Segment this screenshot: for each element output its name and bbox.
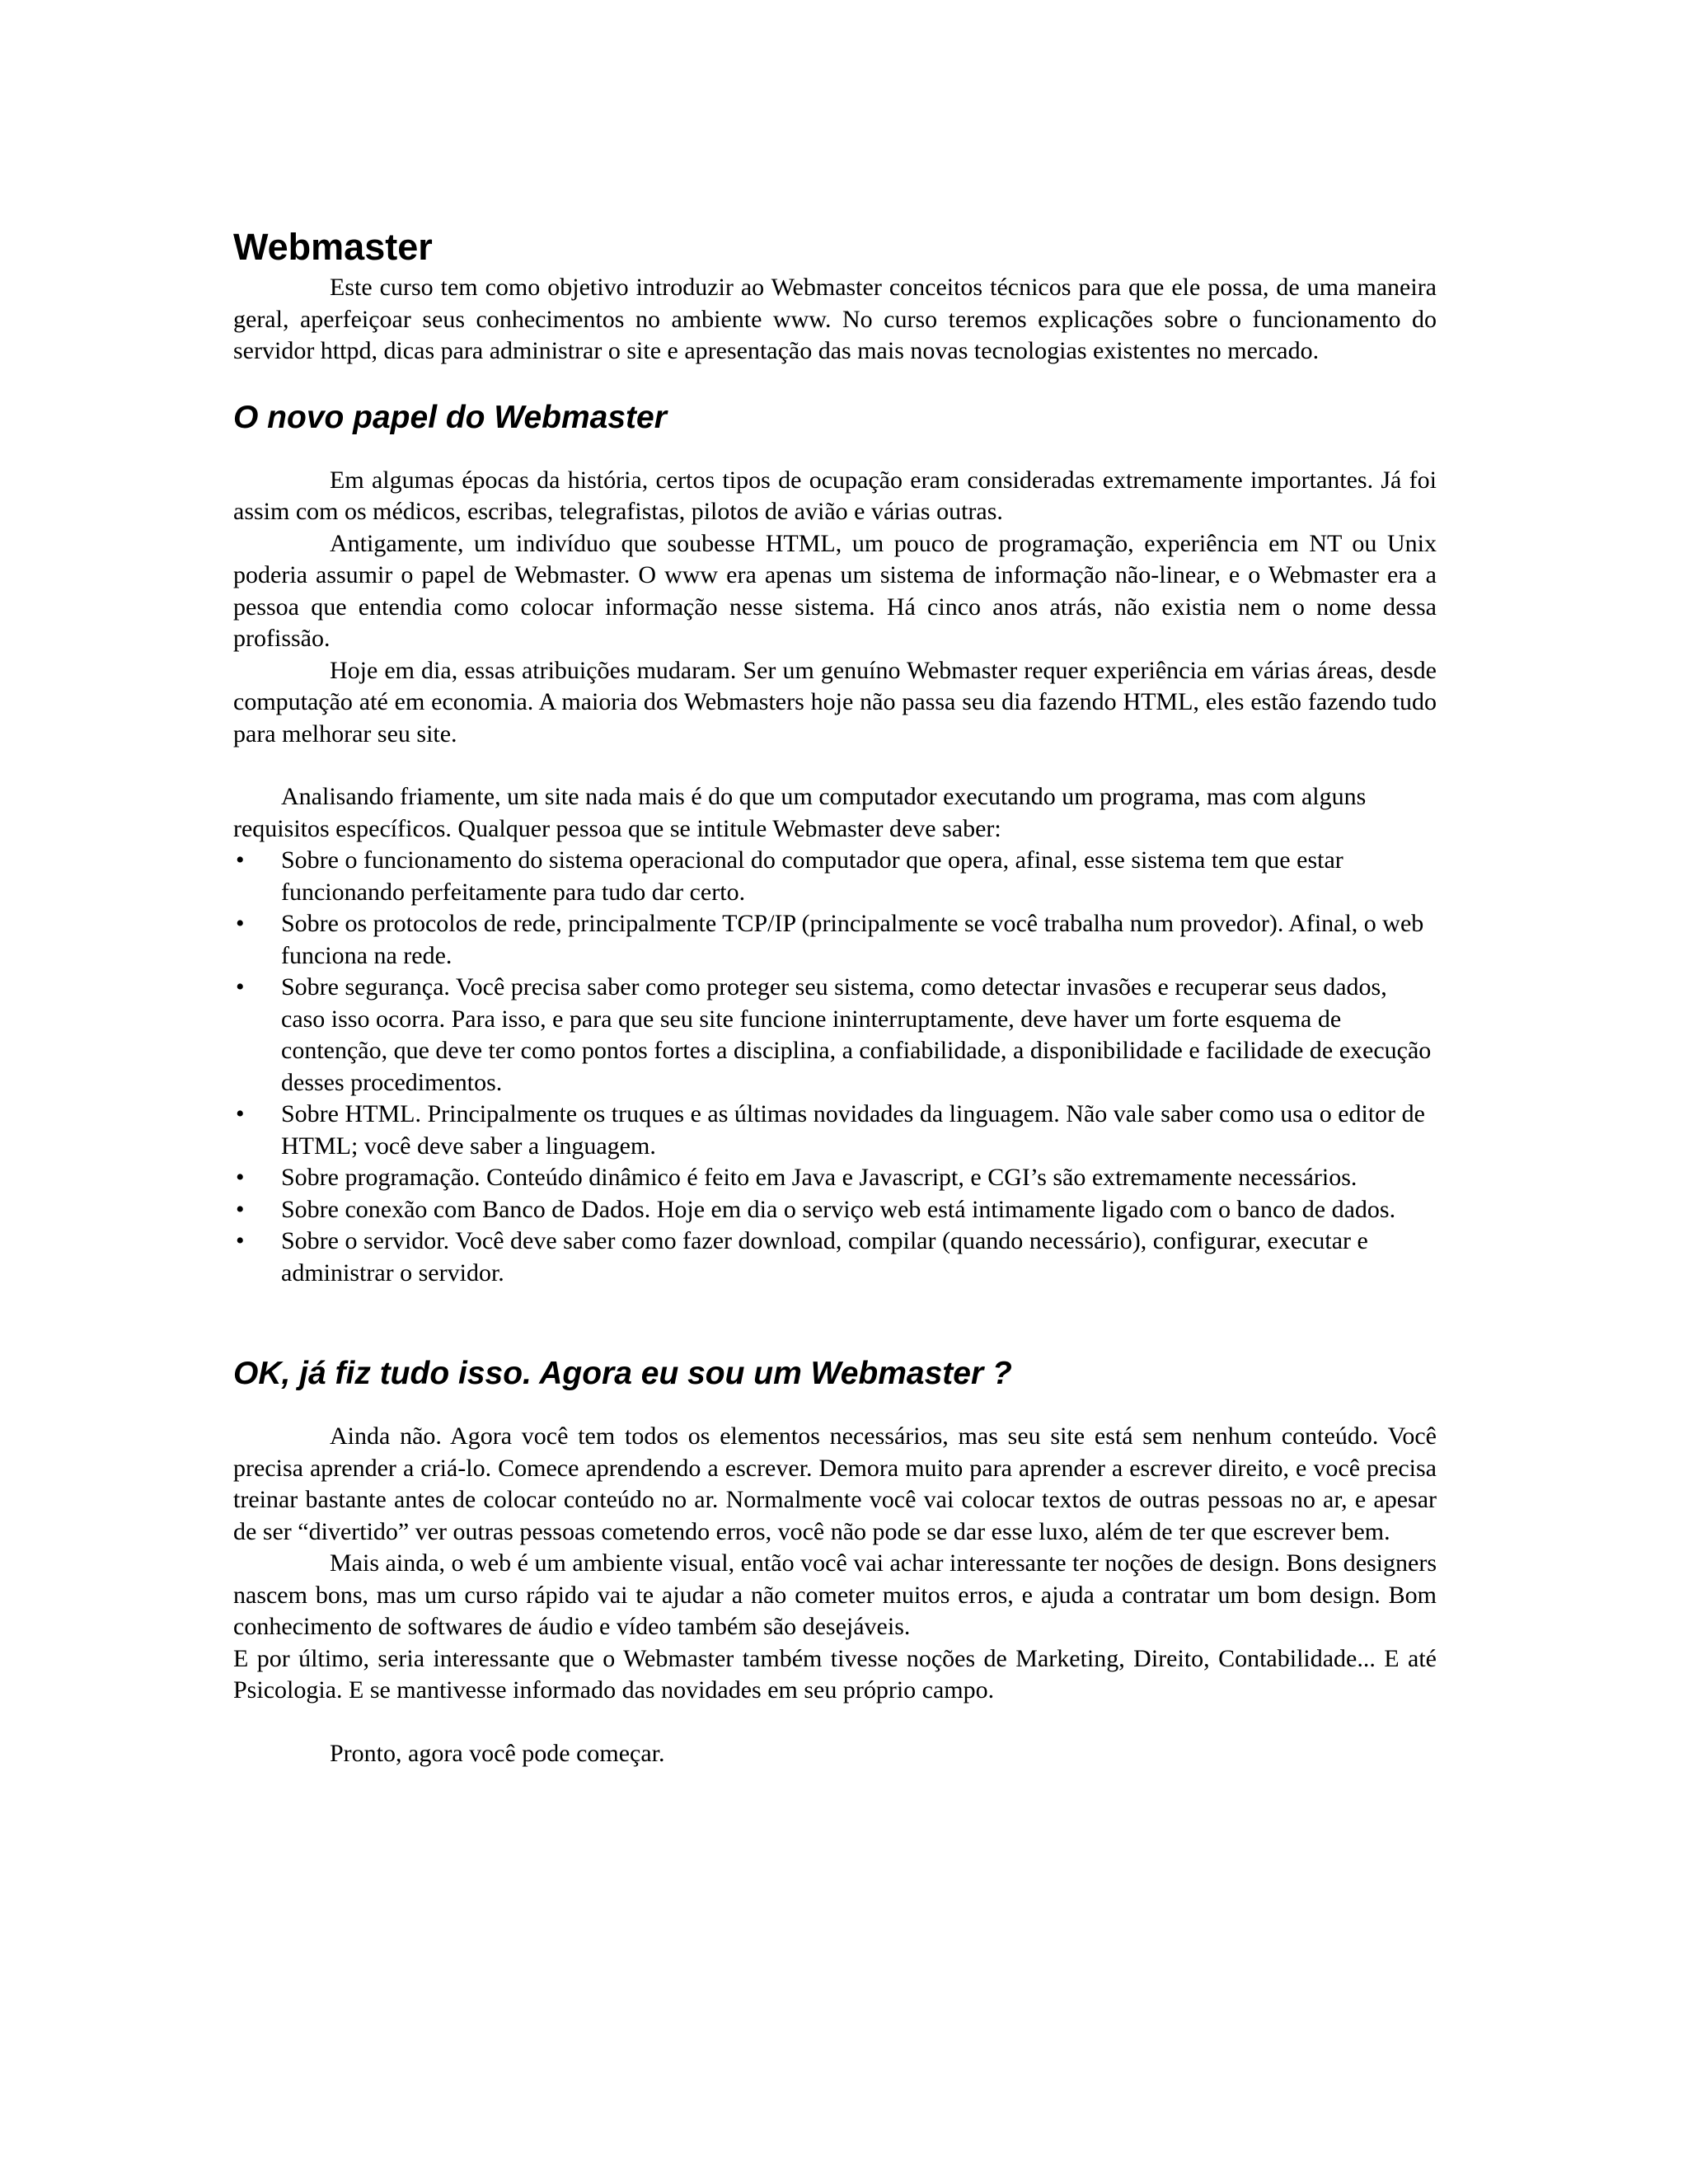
bullet-icon: • — [236, 1164, 245, 1191]
list-item-text: Sobre o servidor. Você deve saber como fazer download, compilar (quando necessário), configurar, executar e administrar o servidor. — [281, 1227, 1368, 1286]
paragraph: Hoje em dia, essas atribuições mudaram. Ser um genuíno Webmaster requer experiência em várias áreas, desde computação até em economia. A maioria dos Webmasters hoje não passa seu dia fazendo HTML, eles estão fazendo tudo para melhorar seu site. — [233, 656, 1437, 748]
list-item — [233, 845, 1437, 908]
list-item-text: Sobre conexão com Banco de Dados. Hoje em dia o serviço web está intimamente ligado com o banco de dados. — [281, 1195, 1396, 1223]
paragraph: E por último, seria interessante que o Webmaster também tivesse noções de Marketing, Direito, Contabilidade... E até Psicologia. E se mantivesse informado das novidades em seu próprio campo. — [233, 1644, 1437, 1704]
list-item — [233, 1194, 1437, 1226]
list-item-text: Sobre HTML. Principalmente os truques e as últimas novidades da linguagem. Não vale saber como usa o editor de HTML; você deve saber a linguagem. — [281, 1100, 1425, 1160]
list-item — [233, 1099, 1437, 1162]
list-item — [233, 908, 1437, 972]
requirements-list — [233, 845, 1437, 1289]
list-item — [233, 1162, 1437, 1194]
bullet-icon: • — [236, 1195, 245, 1223]
bullet-icon: • — [236, 846, 245, 874]
bullet-icon: • — [236, 1100, 245, 1127]
bullet-icon: • — [236, 1227, 245, 1254]
section-heading-ok: OK, já fiz tudo isso. Agora eu sou um Webmaster ? — [233, 1356, 1012, 1391]
list-item-text: Sobre o funcionamento do sistema operacional do computador que opera, afinal, esse sistema tem que estar funcionando perfeitamente para tudo dar certo. — [281, 846, 1343, 906]
paragraph: Analisando friamente, um site nada mais é do que um computador executando um programa, mas com alguns requisitos específicos. Qualquer pessoa que se intitule Webmaster deve saber: — [233, 783, 1367, 842]
list-item — [233, 972, 1437, 1099]
list-item-text: Sobre programação. Conteúdo dinâmico é feito em Java e Javascript, e CGI’s são extremamente necessários. — [281, 1164, 1357, 1191]
document-page — [233, 223, 1437, 1769]
paragraph: Em algumas épocas da história, certos tipos de ocupação eram consideradas extremamente importantes. Já foi assim com os médicos, escribas, telegrafistas, pilotos de avião e várias outras. — [233, 466, 1437, 525]
intro-paragraph: Este curso tem como objetivo introduzir ao Webmaster conceitos técnicos para que ele possa, de uma maneira geral, aperfeiçoar seus conhecimentos no ambiente www. No curso teremos explicações sobre o funcionamento do servidor httpd, dicas para administrar o site e apresentação das mais novas tecnologias existentes no mercado. — [233, 274, 1437, 364]
paragraph: Mais ainda, o web é um ambiente visual, então você vai achar interessante ter noções de design. Bons designers nascem bons, mas um curso rápido vai te ajudar a não cometer muitos erros, e ajuda a contratar um bom design. Bom conhecimento de softwares de áudio e vídeo também são desejáveis. — [233, 1549, 1437, 1640]
page-title: Webmaster — [233, 226, 433, 268]
section-heading-novo-papel: O novo papel do Webmaster — [233, 399, 667, 435]
bullet-icon: • — [236, 910, 245, 937]
bullet-icon: • — [236, 973, 245, 1001]
list-item-text: Sobre os protocolos de rede, principalmente TCP/IP (principalmente se você trabalha num provedor). Afinal, o web funciona na rede. — [281, 910, 1424, 969]
paragraph: Ainda não. Agora você tem todos os elementos necessários, mas seu site está sem nenhum conteúdo. Você precisa aprender a criá-lo. Comece aprendendo a escrever. Demora muito para aprender a escrever direito, e você precisa treinar bastante antes de colocar conteúdo no ar. Normalmente você vai colocar textos de outras pessoas no ar, e apesar de ser “divertido” ver outras pessoas cometendo erros, você não pode se dar esse luxo, além de ter que escrever bem. — [233, 1422, 1437, 1545]
list-item-text: Sobre segurança. Você precisa saber como proteger seu sistema, como detectar invasões e recuperar seus dados, caso isso ocorra. Para isso, e para que seu site funcione ininterruptamente, deve haver um forte esquema de contenção, que deve ter como pontos fortes a disciplina, a confiabilidade, a disponibilidade e facilidade de execução desses procedimentos. — [281, 973, 1432, 1096]
paragraph: Antigamente, um indivíduo que soubesse HTML, um pouco de programação, experiência em NT ou Unix poderia assumir o papel de Webmaster. O www era apenas um sistema de informação não-linear, e o Webmaster era a pessoa que entendia como colocar informação nesse sistema. Há cinco anos atrás, não existia nem o nome dessa profissão. — [233, 529, 1437, 652]
list-item — [233, 1226, 1437, 1289]
paragraph: Pronto, agora você pode começar. — [330, 1739, 665, 1767]
